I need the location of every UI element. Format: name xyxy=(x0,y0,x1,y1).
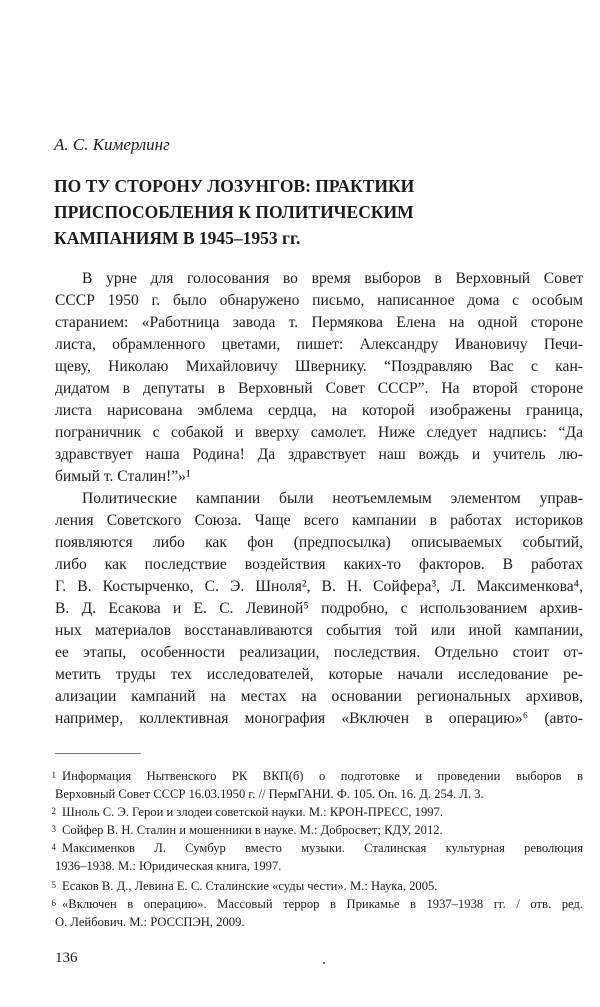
footnote-number: 5 xyxy=(51,880,56,890)
footnote-number: 3 xyxy=(51,824,56,834)
article-title-line-1: ПО ТУ СТОРОНУ ЛОЗУНГОВ: ПРАКТИКИ xyxy=(54,176,415,196)
body-text-line: дидатом в депутаты в Верховный Совет СССР”. На второй стороне xyxy=(55,380,583,397)
body-text-line: метить труды тех исследователей, которые начали исследование ре- xyxy=(55,666,583,683)
body-text-line: листа нарисована эмблема сердца, на которой изображены граница, xyxy=(55,402,583,419)
body-text-line: Политические кампании были неотъемлемым элементом управ- xyxy=(82,490,583,507)
body-text-line: ления Советского Союза. Чаще всего кампании в работах историков xyxy=(55,512,583,529)
article-title-line-2: ПРИСПОСОБЛЕНИЯ К ПОЛИТИЧЕСКИМ xyxy=(54,202,414,222)
body-text-line: В. Д. Есакова и Е. С. Левиной⁵ подробно, с использованием архив- xyxy=(55,600,583,617)
body-text-line: В урне для голосования во время выборов в Верховный Совет xyxy=(82,270,583,287)
article-title-line-3: КАМПАНИЯМ В 1945–1953 гг. xyxy=(54,228,301,248)
footnote-line: Максименков Л. Сумбур вместо музыки. Сталинская культурная революция xyxy=(62,841,583,855)
body-text-line: ее этапы, особенности реализации, последствия. Отдельно стоит от- xyxy=(55,644,583,661)
footnote-number: 4 xyxy=(51,842,56,852)
body-text-line: либо как последствие воздействия каких-то факторов. В работах xyxy=(55,556,583,573)
footnote-line: «Включен в операцию». Массовый террор в Прикамье в 1937–1938 гг. / отв. ред. xyxy=(62,897,583,911)
footnote-number: 1 xyxy=(51,770,56,780)
footnote-line: Шноль С. Э. Герои и злодеи советской науки. М.: КРОН-ПРЕСС, 1997. xyxy=(62,805,443,819)
body-text-line: здравствует наша Родина! Да здравствует наш вождь и учитель лю- xyxy=(55,446,583,463)
page-number: 136 xyxy=(55,950,78,966)
body-text-line: щеву, Николаю Михайловичу Швернику. “Поздравляю Вас с кан- xyxy=(55,358,583,375)
footnote-line: О. Лейбович. М.: РОССПЭН, 2009. xyxy=(55,915,245,929)
body-text-line: бимый т. Сталин!”»¹ xyxy=(55,468,191,485)
body-text-line: листа, обрамленного цветами, пишет: Александру Ивановичу Печи- xyxy=(55,336,583,353)
scan-speck xyxy=(323,962,325,964)
author-name: А. С. Кимерлинг xyxy=(54,135,170,154)
footnote-line: 1936–1938. М.: Юридическая книга, 1997. xyxy=(55,859,282,873)
footnote-line: Есаков В. Д., Левина Е. С. Сталинские «суды чести». М.: Наука, 2005. xyxy=(62,879,438,893)
body-text-line: ализации кампаний на местах на основании региональных архивов, xyxy=(55,688,583,705)
body-text-line: пограничник с собакой и вверху самолет. Ниже следует надпись: “Да xyxy=(55,424,583,441)
body-text-line: Г. В. Костырченко, С. Э. Шноля², В. Н. Сойфера³, Л. Максименкова⁴, xyxy=(55,578,583,595)
footnote-number: 6 xyxy=(51,898,56,908)
footnote-line: Сойфер В. Н. Сталин и мошенники в науке. М.: Добросвет; КДУ, 2012. xyxy=(62,823,443,837)
footnote-line: Информация Нытвенского РК ВКП(б) о подготовке и проведении выборов в xyxy=(62,769,583,783)
body-text-line: появляются либо как фон (предпосылка) описываемых событий, xyxy=(55,534,583,551)
body-text-line: например, коллективная монография «Включен в операцию»⁶ (авто- xyxy=(55,710,583,727)
body-text-line: СССР 1950 г. было обнаружено письмо, написанное дома с особым xyxy=(55,292,583,309)
footnote-number: 2 xyxy=(51,806,56,816)
body-text-line: ных материалов восстанавливаются события той или иной кампании, xyxy=(55,622,583,639)
body-text-line: старанием: «Работница завода т. Пермякова Елена на одной стороне xyxy=(55,314,583,331)
footnote-divider xyxy=(55,753,141,754)
footnote-line: Верховный Совет СССР 16.03.1950 г. // ПермГАНИ. Ф. 105. Оп. 16. Д. 254. Л. 3. xyxy=(55,787,484,801)
